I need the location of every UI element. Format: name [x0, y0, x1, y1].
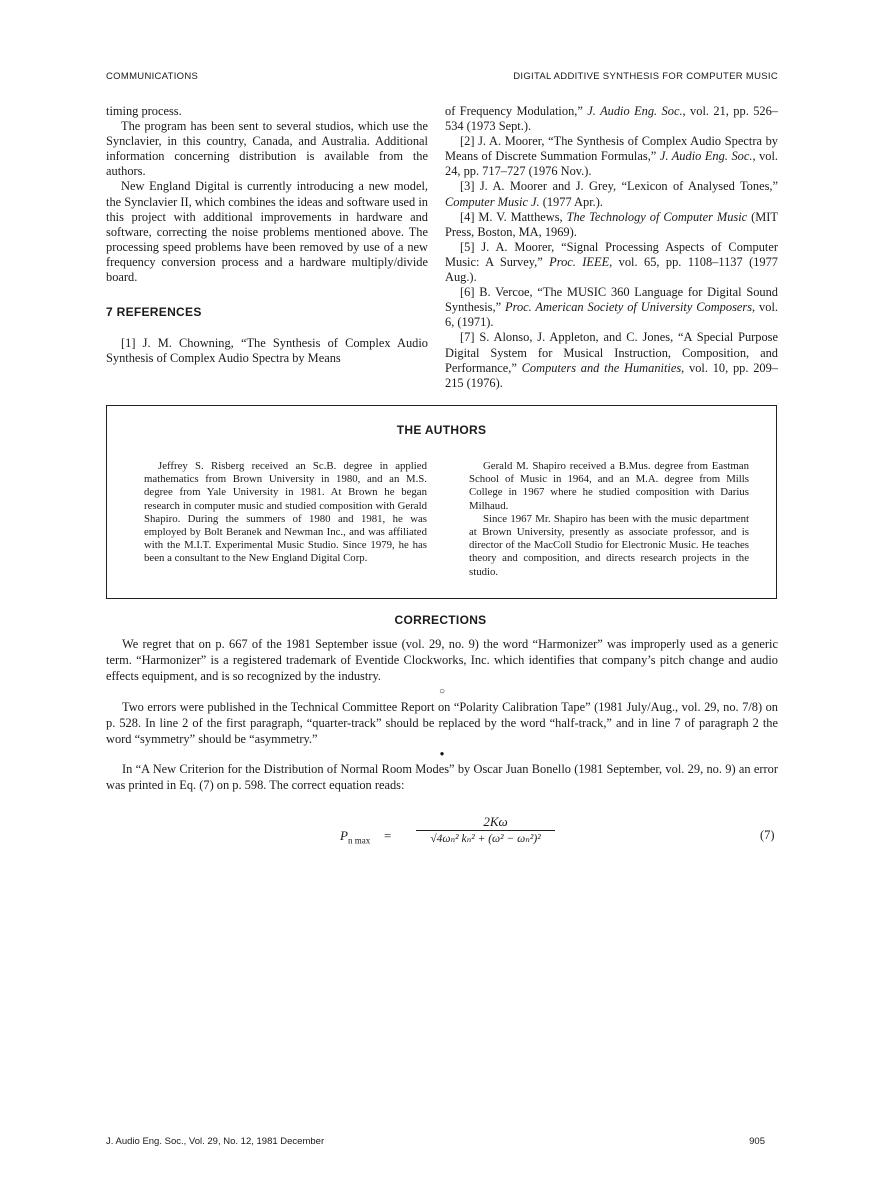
reference-6: [6] B. Vercoe, “The MUSIC 360 Language for Digital Sound Synthesis,” Proc. American Society of University Composers, vol. 6, (1971). — [445, 285, 778, 330]
paragraph: The program has been sent to several studios, which use the Synclavier, in this country, Canada, and Australia. Additional information concerning distribution is available from the authors. — [106, 119, 428, 179]
page-number: 905 — [749, 1136, 765, 1147]
bio-paragraph: Jeffrey S. Risberg received an Sc.B. degree in applied mathematics from Brown University in 1980, and an M.S. degree from Yale University in 1981. At Brown he began research in computer music and studied composition with Gerald Shapiro. During the summers of 1980 and 1981, he was employed by Bolt Beranek and Newman Inc., and was affiliated with the M.I.T. Experimental Music Studio. Since 1979, he has been a consultant to the New England Digital Corp. — [144, 460, 427, 565]
equation-lhs: $P_{n max}$ — [340, 828, 371, 846]
authors-title: THE AUTHORS — [396, 423, 487, 437]
right-column — [445, 104, 778, 391]
running-header-left: COMMUNICATIONS — [106, 71, 199, 82]
reference-5: [5] J. A. Moorer, “Signal Processing Aspects of Computer Music: A Survey,” Proc. IEEE, vol. 65, pp. 1108–1137 (1977 Aug.). — [445, 239, 778, 285]
equation-number: (7) — [760, 828, 775, 842]
reference-3: [3] J. A. Moorer and J. Grey, “Lexicon of Analysed Tones,” Computer Music J. (1977 Apr.). — [445, 179, 778, 209]
reference-4: [4] M. V. Matthews, The Technology of Computer Music (MIT Press, Boston, MA, 1969). — [445, 209, 778, 239]
equation-fraction — [398, 814, 555, 847]
author-bio-risberg — [144, 460, 427, 566]
separator-filled-circle: ● — [439, 749, 445, 759]
correction-2: Two errors were published in the Technical Committee Report on “Polarity Calibration Tape” (1981 July/Aug., vol. 29, no. 7/8) on p. 528. In line 2 of the first paragraph, “quarter-track” should be replaced by the word “half-track,” and in line 7 of paragraph 2 the word “symmetry” should be “asymmetry.” — [106, 699, 778, 747]
reference-1: [1] J. M. Chowning, “The Synthesis of Complex Audio Synthesis of Complex Audio Spectra by Means — [106, 336, 428, 366]
bio-paragraph: Since 1967 Mr. Shapiro has been with the music department at Brown University, presently as associate professor, and is director of the MacColl Studio for Electronic Music. He teaches theory and composition, and directs research projects in the studio. — [469, 512, 749, 578]
references-heading: 7 REFERENCES — [106, 305, 202, 320]
paragraph: New England Digital is currently introducing a new model, the Synclavier II, which combines the ideas and software used in this project with additional improvements in hardware and software, correcting the noise problems mentioned above. The processing speed problems have been removed by use of a new frequency conversion process and a hardware multiply/divide board. — [106, 179, 428, 285]
equation-numerator: 2Kω — [483, 814, 508, 829]
correction-1: We regret that on p. 667 of the 1981 September issue (vol. 29, no. 9) the word “Harmonizer” was improperly used as a generic term. “Harmonizer” is a registered trademark of Eventide Clockworks, Inc. which identifies that company’s pitch change and audio effects equipment, and is so recognized by the industry. — [106, 637, 778, 684]
correction-3: In “A New Criterion for the Distribution of Normal Room Modes” by Oscar Juan Bonello (1981 September, vol. 29, no. 9) an error was printed in Eq. (7) on p. 598. The correct equation reads: — [106, 762, 778, 793]
author-bio-shapiro — [469, 460, 749, 579]
footer-journal: J. Audio Eng. Soc., Vol. 29, No. 12, 1981 December — [106, 1136, 325, 1147]
equation-denominator: √4ωₙ² kₙ² + (ω² − ωₙ²)² — [416, 830, 555, 847]
running-header-right: DIGITAL ADDITIVE SYNTHESIS FOR COMPUTER MUSIC — [513, 71, 778, 82]
bio-paragraph: Gerald M. Shapiro received a B.Mus. degree from Eastman School of Music in 1964, and an M.A. degree from Mills College in 1967 where he studied composition with Darius Milhaud. — [469, 460, 749, 512]
reference-2: [2] J. A. Moorer, “The Synthesis of Complex Audio Spectra by Means of Discrete Summation Formulas,” J. Audio Eng. Soc., vol. 24, pp. 717–727 (1976 Nov.). — [445, 134, 778, 179]
reference-1-continued: of Frequency Modulation,” J. Audio Eng. Soc., vol. 21, pp. 526–534 (1973 Sept.). — [445, 104, 778, 134]
authors-box — [106, 405, 777, 599]
separator-open-circle: ○ — [438, 685, 446, 697]
equation-equals: = — [384, 828, 392, 843]
reference-7: [7] S. Alonso, J. Appleton, and C. Jones, “A Special Purpose Digital System for Musical Instruction, Composition, and Performance,” Computers and the Humanities, vol. 10, pp. 209–215 (1976). — [445, 330, 778, 390]
left-column — [106, 104, 428, 366]
paragraph: timing process. — [106, 104, 182, 118]
corrections-title: CORRECTIONS — [394, 613, 487, 627]
corrections-body — [106, 636, 778, 794]
